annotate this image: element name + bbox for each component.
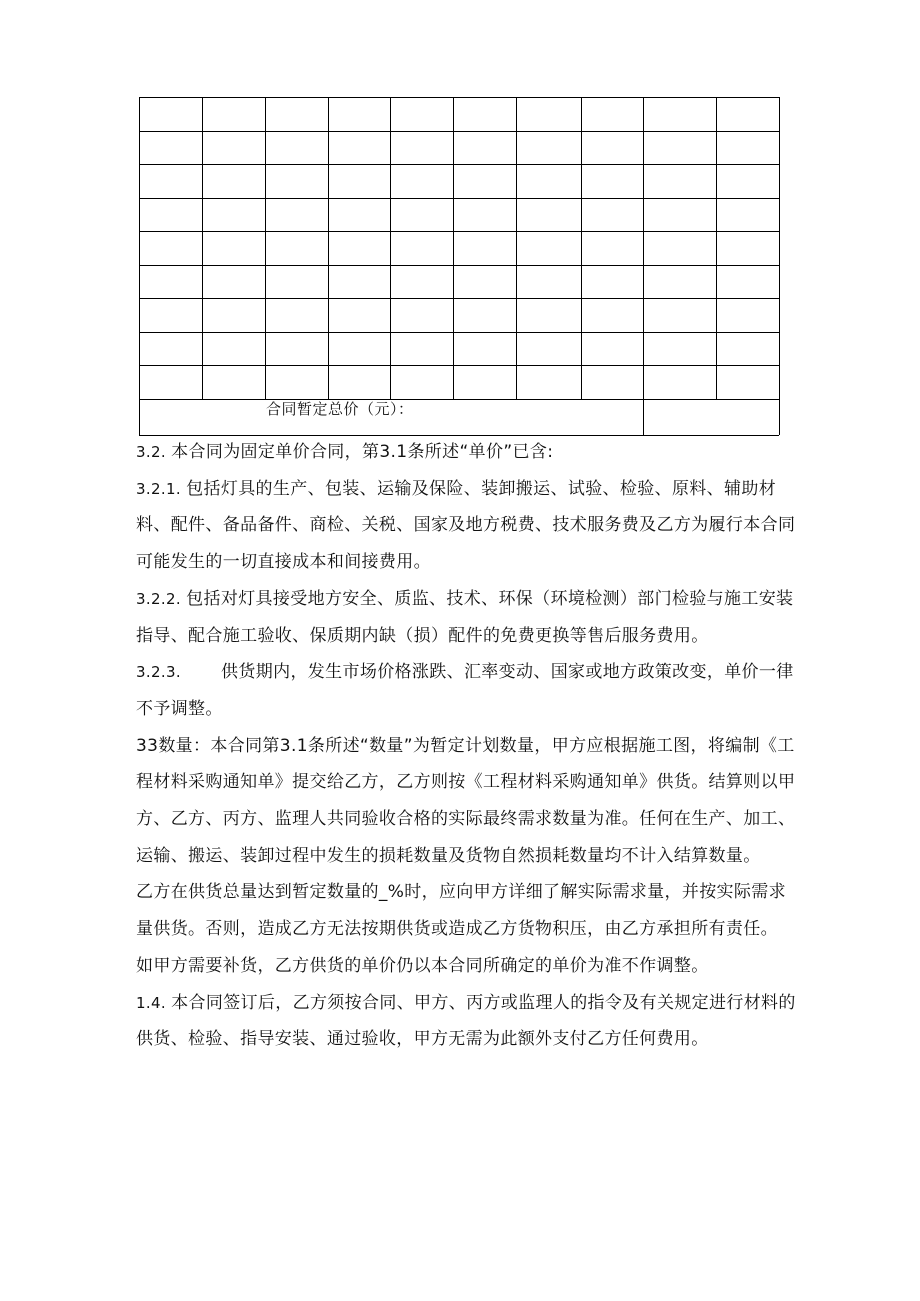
clause-3-3-resupply: 如甲方需要补货，乙方供货的单价仍以本合同所确定的单价为准不作调整。 (136, 955, 709, 976)
clause-1-4: 1.4. 本合同签订后，乙方须按合同、甲方、丙方或监理人的指令及有关规定进行材料的供货、检验、指导安装、通过验收，甲方无需为此额外支付乙方任何费用。 (136, 992, 796, 1050)
clause-3-2-1: 3.2.1. 包括灯具的生产、包装、运输及保险、装卸搬运、试验、检验、原料、辅助材料、配件、备品备件、商检、关税、国家及地方税费、技术服务费及乙方为履行本合同可能发生的一切直接成本和间接费用。 (136, 478, 796, 573)
contract-clauses (136, 434, 796, 1058)
price-table (0, 0, 920, 440)
clause-3-3: 33数量：本合同第3.1条所述“数量”为暂定计划数量，甲方应根据施工图，将编制《工程材料采购通知单》提交给乙方，乙方则按《工程材料采购通知单》供货。结算则以甲方、乙方、丙方、监理人共同验收合格的实际最终需求数量为准。任何在生产、加工、运输、搬运、装卸过程中发生的损耗数量及货物自然损耗数量均不计入结算数量。 (136, 735, 796, 866)
clause-3-2-2: 3.2.2. 包括对灯具接受地方安全、质监、技术、环保（环境检测）部门检验与施工安装指导、配合施工验收、保质期内缺（损）配件的免费更换等售后服务费用。 (136, 588, 794, 646)
contract-total-label: 合同暂定总价（元）： (266, 400, 414, 418)
clause-3-3-threshold: 乙方在供货总量达到暂定数量的_%时，应向甲方详细了解实际需求量，并按实际需求量供货。否则，造成乙方无法按期供货或造成乙方货物积压，由乙方承担所有责任。 (136, 882, 786, 940)
clause-3-2: 3.2. 本合同为固定单价合同，第3.1条所述“单价”已含: (136, 442, 554, 462)
clause-3-2-3: 3.2.3. 供货期内，发生市场价格涨跌、汇率变动、国家或地方政策改变，单价一律不予调整。 (136, 662, 794, 719)
